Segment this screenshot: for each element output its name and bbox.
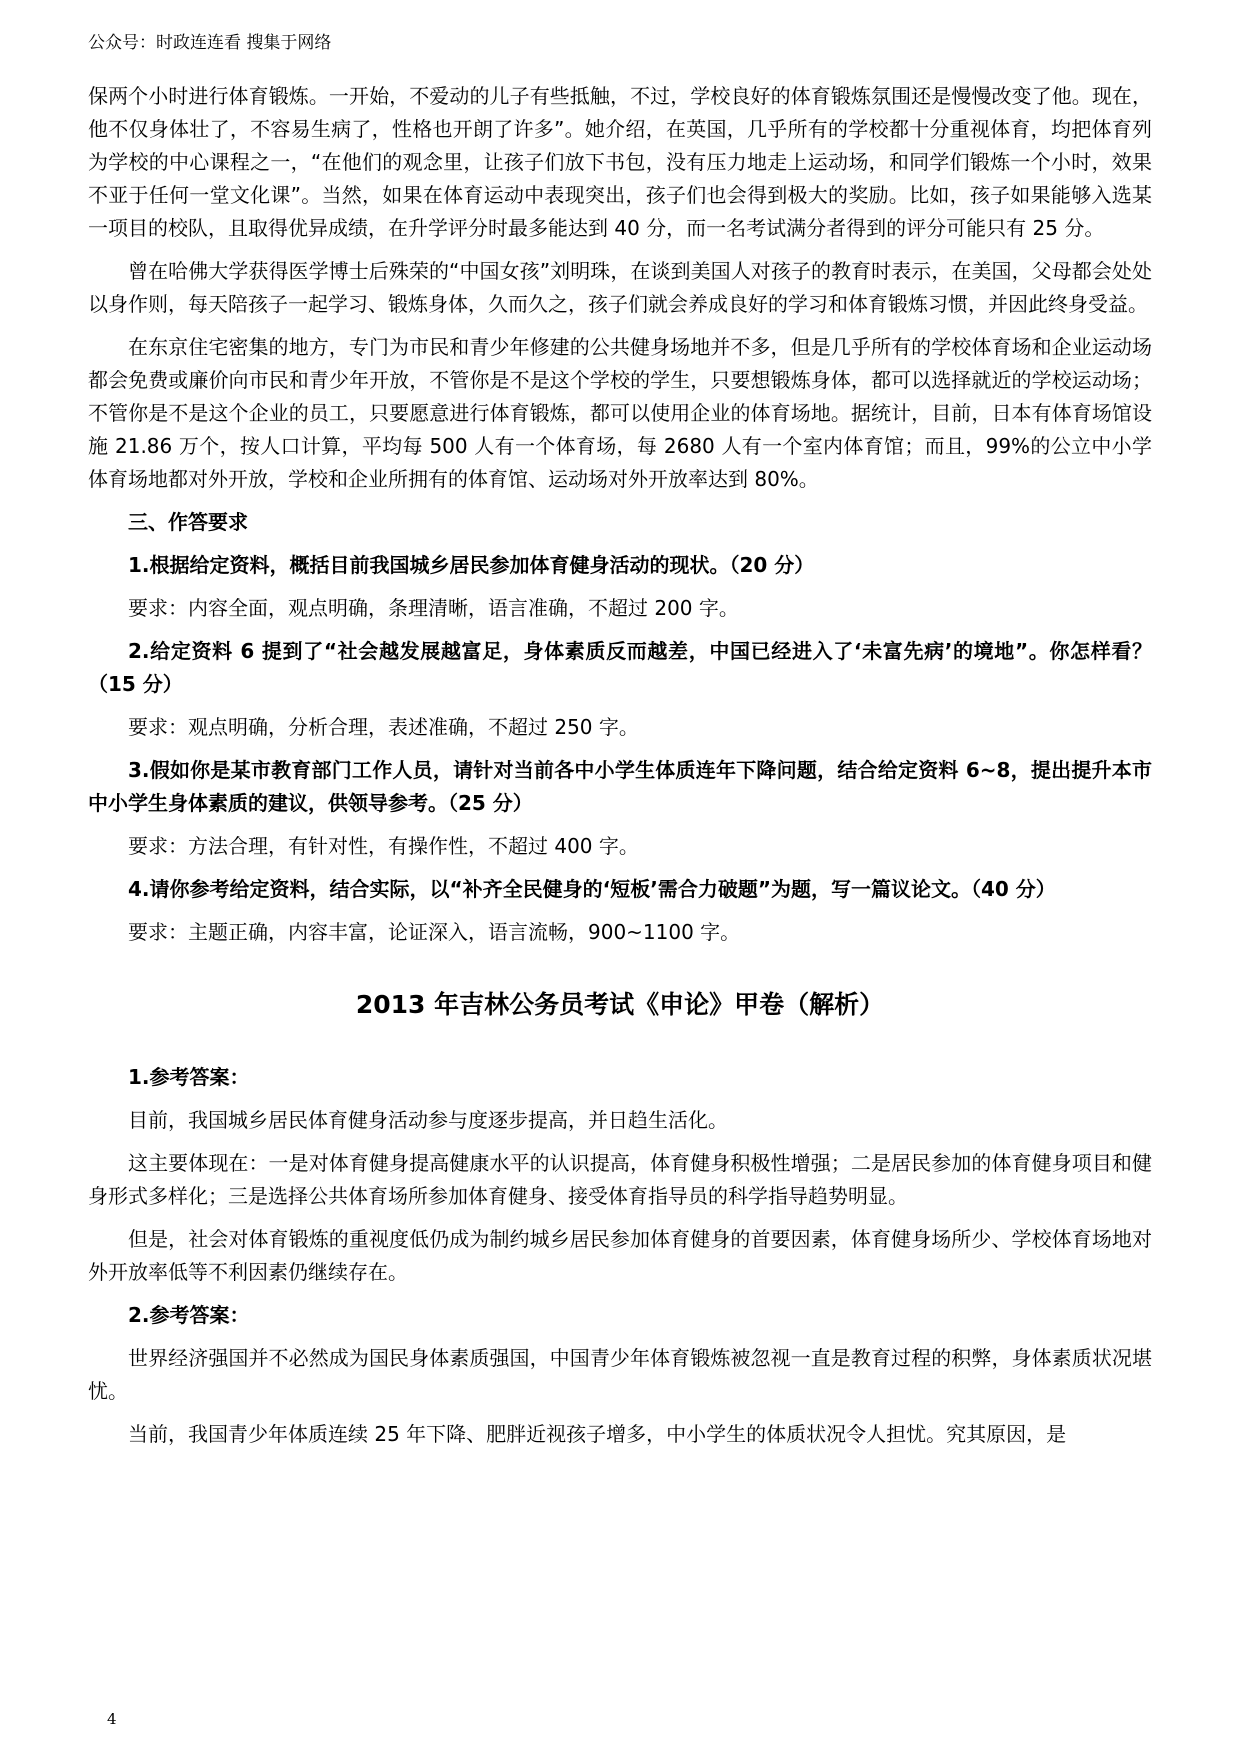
answer-2-paragraph-1: 世界经济强国并不必然成为国民身体素质强国，中国青少年体育锻炼被忽视一直是教育过程的积弊，身体素质状况堪忧。 <box>88 1346 1152 1403</box>
answer-1-paragraph-1: 目前，我国城乡居民体育健身活动参与度逐步提高，并日趋生活化。 <box>128 1108 728 1132</box>
question-1: 1.根据给定资料，概括目前我国城乡居民参加体育健身活动的现状。（20 分） <box>128 553 815 577</box>
paragraph-uk-sports: 保两个小时进行体育锻炼。一开始，不爱动的儿子有些抵触，不过，学校良好的体育锻炼氛围还是慢慢改变了他。现在，他不仅身体壮了，不容易生病了，性格也开朗了许多”。她介绍，在英国，几乎所有的学校都十分重视体育，均把体育列为学校的中心课程之一，“在他们的观念里，让孩子们放下书包，没有压力地走上运动场，和同学们锻炼一个小时，效果不亚于任何一堂文化课”。当然，如果在体育运动中表现突出，孩子们也会得到极大的奖励。比如，孩子如果能够入选某一项目的校队，且取得优异成绩，在升学评分时最多能达到 40 分，而一名考试满分者得到的评分可能只有 25 分。 <box>88 84 1152 240</box>
paragraph-us-education: 曾在哈佛大学获得医学博士后殊荣的“中国女孩”刘明珠，在谈到美国人对孩子的教育时表示，在美国，父母都会处处以身作则，每天陪孩子一起学习、锻炼身体，久而久之，孩子们就会养成良好的学习和体育锻炼习惯，并因此终身受益。 <box>88 259 1152 316</box>
analysis-title: 2013 年吉林公务员考试《申论》甲卷（解析） <box>355 990 885 1019</box>
question-2-requirement: 要求：观点明确，分析合理，表述准确，不超过 250 字。 <box>128 715 639 739</box>
answer-2-paragraph-2: 当前，我国青少年体质连续 25 年下降、肥胖近视孩子增多，中小学生的体质状况令人担忧。究其原因，是 <box>128 1422 1067 1446</box>
question-4-requirement: 要求：主题正确，内容丰富，论证深入，语言流畅，900~1100 字。 <box>128 920 741 944</box>
page-number: 4 <box>107 1710 117 1728</box>
answer-1-heading: 1.参考答案： <box>128 1065 250 1089</box>
question-2: 2.给定资料 6 提到了“社会越发展越富足，身体素质反而越差，中国已经进入了‘未富先病’的境地”。你怎样看？（15 分） <box>88 639 1152 696</box>
section-heading-requirements: 三、作答要求 <box>128 510 248 534</box>
answer-1-paragraph-2: 这主要体现在：一是对体育健身提高健康水平的认识提高，体育健身积极性增强；二是居民参加的体育健身项目和健身形式多样化；三是选择公共体育场所参加体育健身、接受体育指导员的科学指导趋势明显。 <box>88 1151 1152 1208</box>
page-header: 公众号：时政连连看 搜集于网络 <box>88 33 332 53</box>
answer-2-heading: 2.参考答案： <box>128 1303 250 1327</box>
answer-1-paragraph-3: 但是，社会对体育锻炼的重视度低仍成为制约城乡居民参加体育健身的首要因素，体育健身场所少、学校体育场地对外开放率低等不利因素仍继续存在。 <box>88 1227 1152 1284</box>
paragraph-tokyo-facilities: 在东京住宅密集的地方，专门为市民和青少年修建的公共健身场地并不多，但是几乎所有的学校体育场和企业运动场都会免费或廉价向市民和青少年开放，不管你是不是这个学校的学生，只要想锻炼身体，都可以选择就近的学校运动场；不管你是不是这个企业的员工，只要愿意进行体育锻炼，都可以使用企业的体育场地。据统计，目前，日本有体育场馆设施 21.86 万个，按人口计算，平均每 500 人有一个体育场，每 2680 人有一个室内体育馆；而且，99%的公立中小学体育场地都对外开放，学校和企业所拥有的体育馆、运动场对外开放率达到 80%。 <box>88 335 1152 491</box>
document-body <box>88 80 1152 1461</box>
question-3-requirement: 要求：方法合理，有针对性，有操作性，不超过 400 字。 <box>128 834 639 858</box>
question-3: 3.假如你是某市教育部门工作人员，请针对当前各中小学生体质连年下降问题，结合给定资料 6~8，提出提升本市中小学生身体素质的建议，供领导参考。（25 分） <box>88 758 1152 815</box>
question-4: 4.请你参考给定资料，结合实际，以“补齐全民健身的‘短板’需合力破题”为题，写一篇议论文。（40 分） <box>128 877 1056 901</box>
question-1-requirement: 要求：内容全面，观点明确，条理清晰，语言准确，不超过 200 字。 <box>128 596 739 620</box>
